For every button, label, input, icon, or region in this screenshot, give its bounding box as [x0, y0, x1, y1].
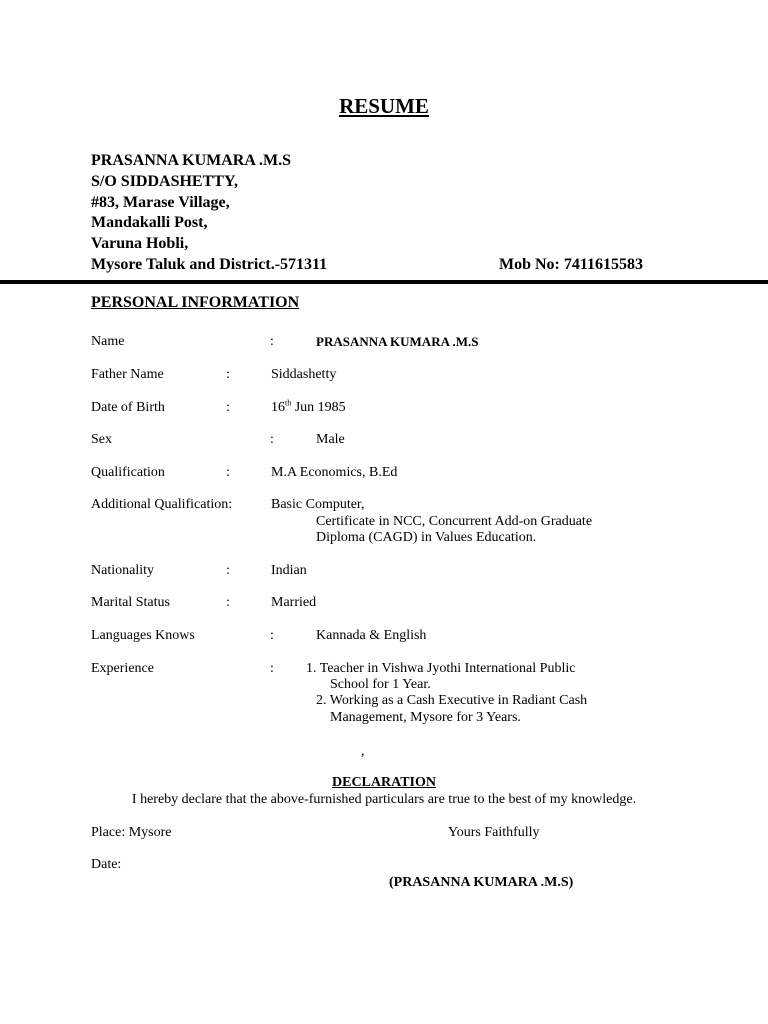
label-qualification: Qualification	[91, 465, 165, 480]
value-additional-qualification-line: Basic Computer,	[271, 497, 365, 512]
value-name: PRASANNA KUMARA .M.S	[316, 334, 479, 349]
colon: :	[270, 628, 274, 643]
address-line-district: Mysore Taluk and District.-571311	[91, 256, 328, 273]
section-title-personal-info: PERSONAL INFORMATION	[91, 294, 300, 311]
stray-comma: ,	[361, 744, 365, 759]
address-line-post: Mandakalli Post,	[91, 214, 208, 231]
label-nationality: Nationality	[91, 563, 154, 578]
place: Place: Mysore	[91, 825, 172, 840]
label-marital-status: Marital Status	[91, 595, 170, 610]
value-nationality: Indian	[271, 563, 307, 578]
value-marital-status: Married	[271, 595, 317, 610]
label-date-of-birth: Date of Birth	[91, 400, 165, 415]
value-qualification: M.A Economics, B.Ed	[271, 465, 398, 480]
declaration-text: I hereby declare that the above-furnished particulars are true to the best of my knowledge.	[131, 792, 637, 807]
header-divider	[0, 280, 768, 284]
signature-name: (PRASANNA KUMARA .M.S)	[389, 875, 574, 890]
value-father-name: Siddashetty	[271, 367, 337, 382]
document-title: RESUME	[339, 94, 429, 118]
applicant-name: PRASANNA KUMARA .M.S	[91, 152, 291, 169]
colon: :	[226, 595, 230, 610]
value-additional-qualification-line: Certificate in NCC, Concurrent Add-on Graduate	[316, 514, 593, 529]
value-sex: Male	[316, 432, 345, 447]
date: Date:	[91, 857, 122, 872]
label-additional-qualification: Additional Qualification:	[91, 497, 233, 512]
colon: :	[226, 563, 230, 578]
label-languages: Languages Knows	[91, 628, 195, 643]
label-father-name: Father Name	[91, 367, 164, 382]
value-languages: Kannada & English	[316, 628, 427, 643]
colon: :	[226, 465, 230, 480]
closing: Yours Faithfully	[448, 825, 540, 840]
label-sex: Sex	[91, 432, 112, 447]
address-line-street: #83, Marase Village,	[91, 194, 230, 211]
experience-item: 1. Teacher in Vishwa Jyothi International Public	[306, 661, 576, 676]
label-name: Name	[91, 334, 125, 349]
declaration-title: DECLARATION	[332, 775, 436, 790]
value-additional-qualification-line: Diploma (CAGD) in Values Education.	[316, 530, 537, 545]
mobile-number: Mob No: 7411615583	[499, 256, 643, 273]
address-line-hobli: Varuna Hobli,	[91, 235, 189, 252]
experience-item: 2. Working as a Cash Executive in Radiant Cash	[316, 693, 588, 708]
label-experience: Experience	[91, 661, 154, 676]
colon: :	[270, 334, 274, 349]
colon: :	[226, 400, 230, 415]
colon: :	[270, 432, 274, 447]
experience-item-continued: School for 1 Year.	[330, 677, 431, 692]
colon: :	[270, 661, 274, 676]
colon: :	[226, 367, 230, 382]
address-line-guardian: S/O SIDDASHETTY,	[91, 173, 239, 190]
experience-item-continued: Management, Mysore for 3 Years.	[330, 710, 521, 725]
value-date-of-birth: 16th Jun 1985	[271, 398, 346, 415]
